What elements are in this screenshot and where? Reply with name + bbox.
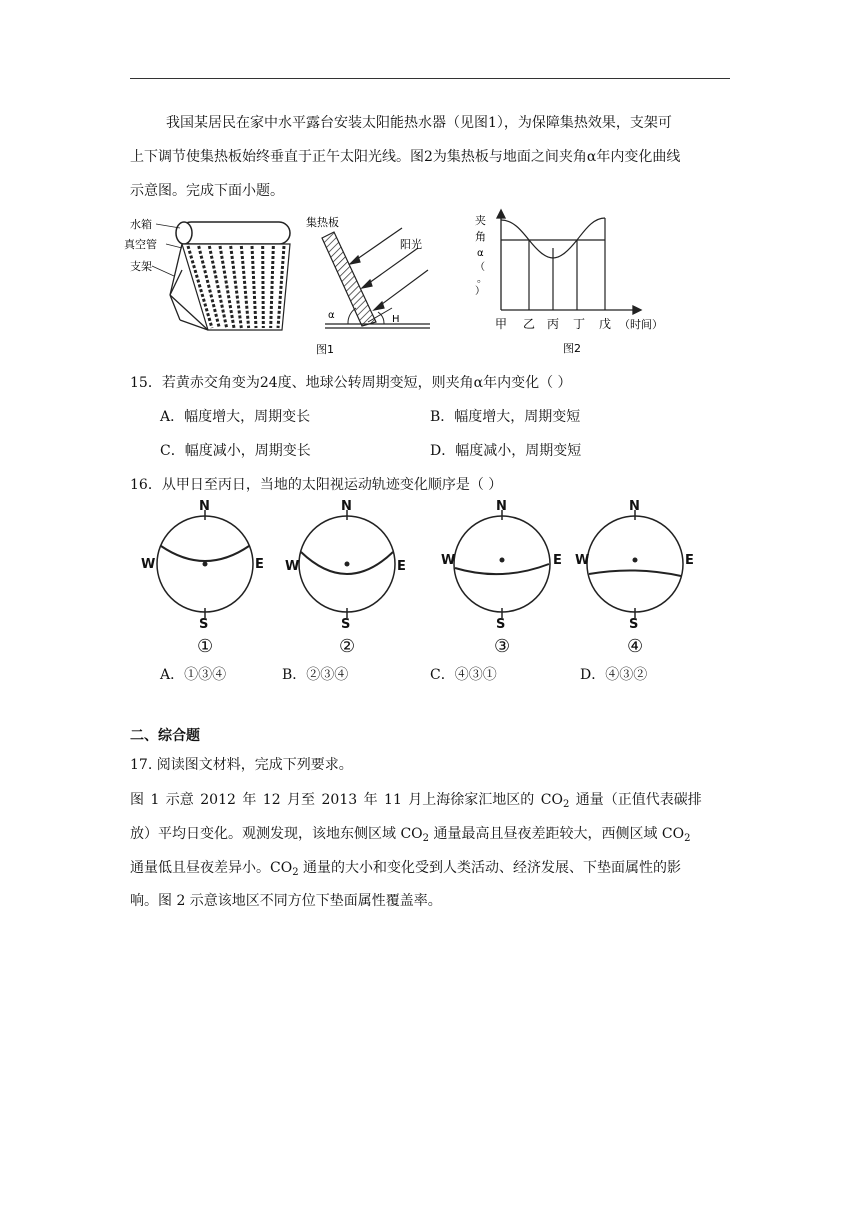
fig1-alpha-label: α	[328, 310, 335, 321]
fig2-xunit: （时间）	[619, 318, 663, 331]
fig2-ylabel-5: 。	[477, 274, 487, 285]
fig2-xtick-5: 戊	[599, 317, 612, 331]
q15-option-a[interactable]: A．幅度增大，周期变长	[160, 409, 311, 425]
sun-path-diagrams	[135, 496, 705, 661]
d1-w: W	[141, 557, 156, 572]
fig1-stand-label: 支架	[130, 260, 152, 273]
figure-1	[124, 210, 440, 360]
diagram-label-1: ①	[197, 636, 214, 657]
d3-s: S	[496, 617, 506, 632]
q16-option-c[interactable]: C．④③①	[430, 667, 497, 683]
q17-para-line-4: 响。图 2 示意该地区不同方位下垫面属性覆盖率。	[130, 893, 442, 909]
diagram-label-2: ②	[339, 636, 356, 657]
sun-path-svg	[135, 496, 705, 661]
fig2-ylabel-1: 夹	[475, 214, 486, 227]
fig1-caption: 图1	[316, 343, 334, 356]
d4-w: W	[575, 553, 590, 568]
d1-e: E	[255, 557, 264, 572]
fig2-ylabel-4: （	[475, 262, 485, 273]
d4-e: E	[685, 553, 694, 568]
figure-1-drawing	[124, 210, 440, 360]
fig2-xtick-3: 丙	[547, 317, 560, 331]
d1-n: N	[199, 499, 210, 514]
q17-stem: 17. 阅读图文材料，完成下列要求。	[130, 757, 353, 773]
d2-w: W	[285, 559, 300, 574]
fig2-ylabel-2: 角	[475, 230, 486, 243]
q15-option-d[interactable]: D．幅度减小，周期变短	[430, 443, 582, 459]
fig2-ylabel-6: ）	[475, 286, 485, 297]
q16-option-a[interactable]: A．①③④	[160, 667, 227, 683]
intro-line-1: 我国某居民在家中水平露台安装太阳能热水器（见图1），为保障集热效果，支架可	[166, 115, 672, 131]
d2-n: N	[341, 499, 352, 514]
d3-w: W	[441, 553, 456, 568]
d4-s: S	[629, 617, 639, 632]
q17-para-line-3: 通量低且昼夜差异小。$CO_2$ 通量的大小和变化受到人类活动、经济发展、下垫面属性的影	[130, 860, 682, 878]
d1-s: S	[199, 617, 209, 632]
intro-line-3: 示意图。完成下面小题。	[130, 183, 284, 199]
d2-s: S	[341, 617, 351, 632]
section-heading: 二、综合题	[130, 728, 200, 744]
q15-option-b[interactable]: B．幅度增大，周期变短	[430, 409, 581, 425]
figure-2	[465, 208, 695, 360]
q17-para-line-1: 图 1 示意 2012 年 12 月至 2013 年 11 月上海徐家汇地区的 $CO_2$ 通量（正值代表碳排	[130, 792, 702, 810]
fig1-h-label: H	[392, 314, 400, 325]
q15-option-c[interactable]: C．幅度减小，周期变长	[160, 443, 311, 459]
d2-e: E	[397, 559, 406, 574]
diagram-label-4: ④	[627, 636, 644, 657]
intro-line-2: 上下调节使集热板始终垂直于正午太阳光线。图2为集热板与地面之间夹角α年内变化曲线	[130, 149, 681, 165]
fig2-caption: 图2	[563, 342, 581, 355]
q16-option-b[interactable]: B．②③④	[282, 667, 349, 683]
fig1-tube-label: 真空管	[124, 238, 157, 251]
d4-n: N	[629, 499, 640, 514]
fig1-tank-label: 水箱	[130, 218, 152, 231]
q17-para-line-2: 放）平均日变化。观测发现，该地东侧区域 $CO_2$ 通量最高且昼夜差距较大，西侧区域 $CO_2$	[130, 826, 691, 844]
fig2-xtick-4: 丁	[573, 317, 586, 331]
fig2-xtick-2: 乙	[523, 317, 536, 331]
d3-n: N	[496, 499, 507, 514]
q16-stem: 16．从甲日至丙日，当地的太阳视运动轨迹变化顺序是（ ）	[130, 477, 503, 493]
diagram-label-3: ③	[494, 636, 511, 657]
fig1-panel-label: 集热板	[306, 216, 339, 229]
fig2-xtick-1: 甲	[495, 317, 508, 331]
fig1-sun-label: 阳光	[400, 238, 422, 251]
d3-e: E	[553, 553, 562, 568]
q15-stem: 15．若黄赤交角变为24度、地球公转周期变短，则夹角α年内变化（ ）	[130, 375, 572, 391]
figure-2-chart	[465, 208, 695, 360]
header-rule	[130, 78, 730, 79]
fig2-ylabel-3: α	[477, 248, 484, 259]
q16-option-d[interactable]: D．④③②	[580, 667, 648, 683]
